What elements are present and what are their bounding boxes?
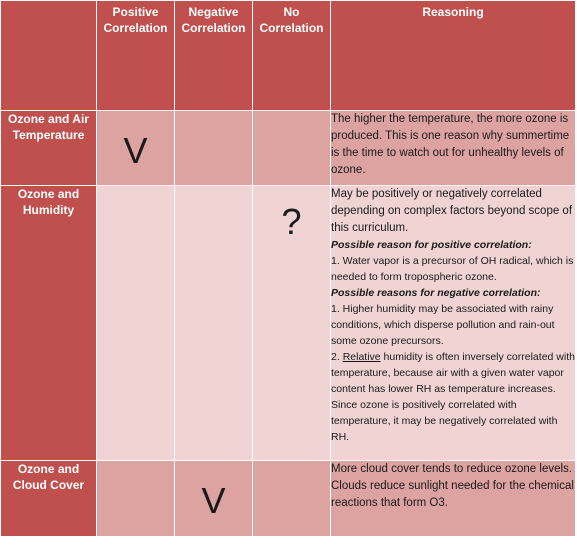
negative-mark-temperature xyxy=(175,111,253,186)
reasoning-humidity-intro: May be positively or negatively correlated depending on complex factors beyond scope of this curriculum. xyxy=(331,188,573,234)
positive-mark-cloud xyxy=(97,461,175,537)
page-bottom-margin xyxy=(0,536,577,559)
positive-mark-humidity xyxy=(97,186,175,461)
negative-reason-2-prefix: 2. xyxy=(331,351,343,363)
header-reasoning: Reasoning xyxy=(331,1,576,111)
row-ozone-humidity xyxy=(1,186,576,461)
reasoning-cloud xyxy=(331,461,576,537)
row-ozone-temperature xyxy=(1,111,576,186)
header-row xyxy=(1,1,576,111)
negative-reason-text-2 xyxy=(331,349,575,445)
negative-mark-cloud: V xyxy=(175,461,253,537)
negative-reason-2-rest: humidity is often inversely correlated with temperature, because air with a given water vapor content has lower RH as temperature increases. Since ozone is positively correlated with temperature, it may be negatively correlated with RH. xyxy=(331,351,575,443)
none-mark-temperature xyxy=(253,111,331,186)
header-no-correlation: No Correlation xyxy=(253,1,331,111)
reasoning-temperature xyxy=(331,111,576,186)
header-negative-correlation: Negative Correlation xyxy=(175,1,253,111)
negative-mark-humidity xyxy=(175,186,253,461)
row-ozone-cloud-cover xyxy=(1,461,576,537)
row-label-humidity: Ozone and Humidity xyxy=(1,186,97,461)
relative-underlined: Relative xyxy=(342,351,381,363)
positive-reason-heading: Possible reason for positive correlation: xyxy=(331,239,532,251)
row-label-cloud-cover: Ozone and Cloud Cover xyxy=(1,461,97,537)
none-mark-humidity: ? xyxy=(253,186,331,461)
reasoning-temperature-text: The higher the temperature, the more ozone is produced. This is one reason why summertime is the time to watch out for unhealthy levels of ozone. xyxy=(331,113,570,176)
positive-reason-text: 1. Water vapor is a precursor of OH radical, which is needed to form tropospheric ozone. xyxy=(331,255,574,283)
positive-mark-temperature: V xyxy=(97,111,175,186)
none-mark-cloud xyxy=(253,461,331,537)
row-label-temperature: Ozone and Air Temperature xyxy=(1,111,97,186)
header-positive-correlation: Positive Correlation xyxy=(97,1,175,111)
negative-reason-heading: Possible reasons for negative correlation: xyxy=(331,287,541,299)
header-row-label xyxy=(1,1,97,111)
reasoning-cloud-text: More cloud cover tends to reduce ozone levels. Clouds reduce sunlight needed for the chemical reactions that form O3. xyxy=(331,463,574,509)
reasoning-humidity xyxy=(331,186,576,461)
negative-reason-text-1: 1. Higher humidity may be associated with rainy conditions, which disperse pollution and rain-out some ozone precursors. xyxy=(331,303,555,347)
